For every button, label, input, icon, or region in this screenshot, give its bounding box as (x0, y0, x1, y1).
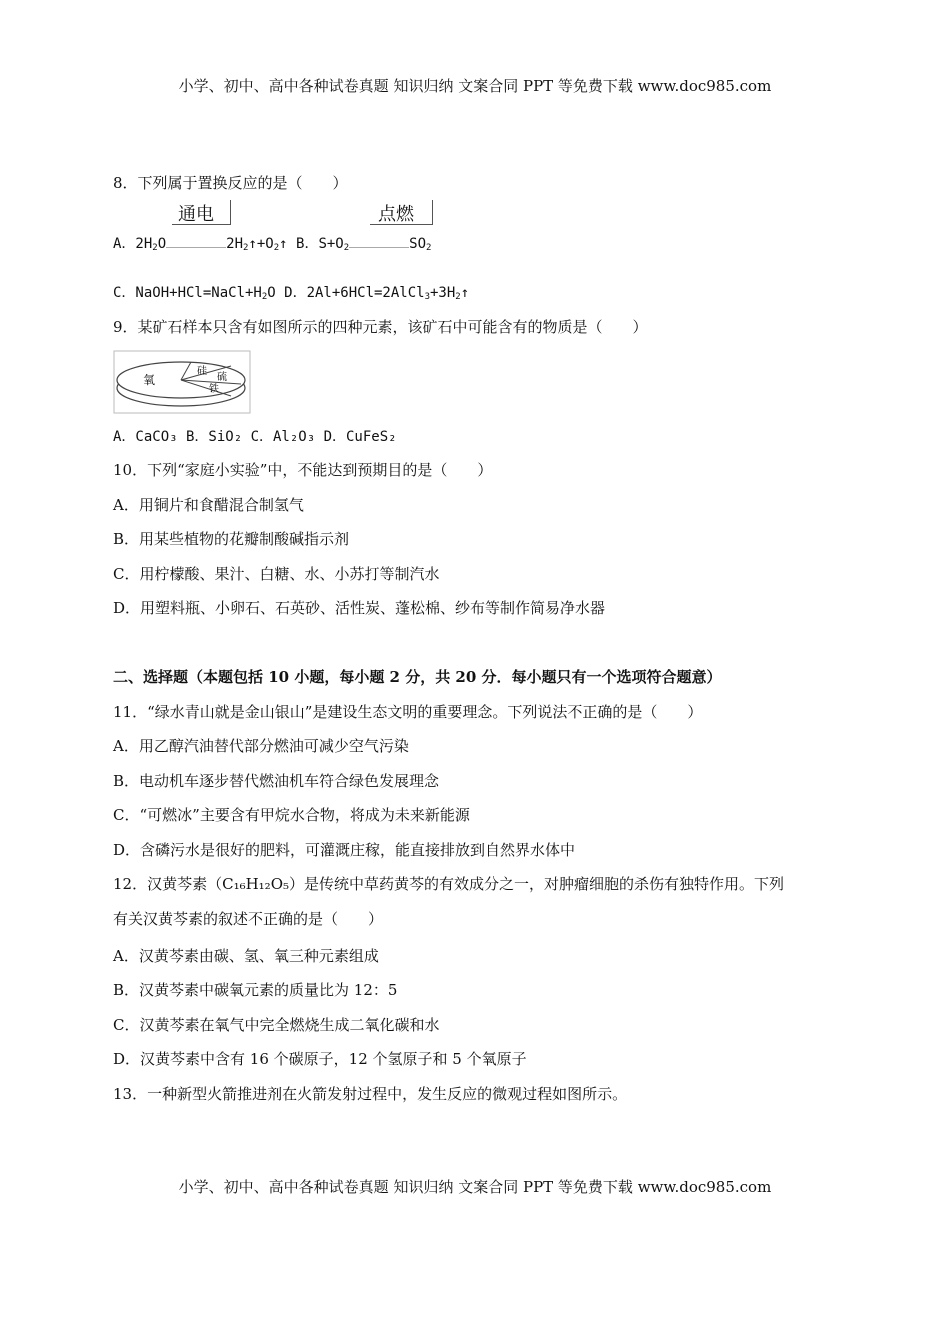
q8-options-cd: C．$NaOH+HCl=NaCl+H_2O$ D．$2Al+6HCl=2AlCl_3+3H_2↑$ (113, 285, 470, 302)
q11-stem: 11．“绿水青山就是金山银山”是建设生态文明的重要理念。下列说法不正确的是（ ） (113, 703, 703, 721)
q8-reaction-line-b (349, 233, 409, 248)
q11-option-a: A．用乙醇汽油替代部分燃油可减少空气污染 (113, 737, 409, 755)
q8-opt-b-end: SO (409, 236, 427, 252)
q12-option-d: D．汉黄芩素中含有 16 个碳原子，12 个氢原子和 5 个氧原子 (113, 1050, 527, 1068)
q10-option-b: B．用某些植物的花瓣制酸碱指示剂 (113, 530, 350, 548)
q11-option-b: B．电动机车逐步替代燃油机车符合绿色发展理念 (113, 772, 440, 790)
q8-opt-c: C．NaOH+HCl=NaCl+H (113, 285, 262, 301)
q8-condition-electrolysis: 通电 (178, 204, 214, 225)
q10-option-a: A．用铜片和食醋混合制氢气 (113, 496, 304, 514)
q8-options-ab: A．$2H_2O$ $2H_2↑+O_2↑$ B．$S+O_2$ $SO_2$ (113, 233, 431, 253)
q12-stem-line2: 有关汉黄芩素的叙述不正确的是（ ） (113, 910, 384, 928)
pie-label-oxygen: 氧 (143, 373, 156, 387)
q8-opt-a-mid: 2H (226, 236, 244, 252)
q8-opt-c-end: O D．2Al+6HCl=2AlCl (267, 285, 425, 301)
q8-opt-a-end: ↑ B．S+O (279, 236, 344, 252)
page-footer: 小学、初中、高中各种试卷真题 知识归纳 文案合同 PPT 等免费下载 www.doc985.com (178, 1178, 772, 1196)
q11-option-d: D．含磷污水是很好的肥料，可灌溉庄稼，能直接排放到自然界水体中 (113, 841, 576, 859)
q10-stem: 10．下列“家庭小实验”中，不能达到预期目的是（ ） (113, 461, 493, 479)
pie-label-sulfur: 硫 (217, 372, 227, 383)
q12-option-a: A．汉黄芩素由碳、氢、氧三种元素组成 (113, 947, 379, 965)
q10-option-c: C．用柠檬酸、果汁、白糖、水、小苏打等制汽水 (113, 565, 440, 583)
q8-condition-bar-a (172, 200, 231, 225)
q12-option-c: C．汉黄芩素在氧气中完全燃烧生成二氧化碳和水 (113, 1016, 440, 1034)
q12-stem-line1: 12．汉黄芩素（C₁₆H₁₂O₅）是传统中草药黄芩的有效成分之一，对肿瘤细胞的杀伤有独特作用。下列 (113, 875, 785, 893)
q9-options: A．CaCO₃ B．SiO₂ C．Al₂O₃ D．CuFeS₂ (113, 429, 397, 445)
q8-opt-d-end: +3H (430, 285, 456, 301)
q8-reaction-line-a (166, 233, 226, 248)
q8-stem: 8．下列属于置换反应的是（ ） (113, 174, 348, 192)
q9-stem: 9．某矿石样本只含有如图所示的四种元素，该矿石中可能含有的物质是（ ） (113, 318, 648, 336)
q9-element-pie-chart (113, 350, 251, 414)
pie-label-iron: 铁 (209, 384, 219, 395)
q11-option-c: C．“可燃冰”主要含有甲烷水合物，将成为未来新能源 (113, 806, 470, 824)
q8-opt-a-post: ↑+O (248, 236, 274, 252)
q8-opt-d-arrow: ↑ (460, 285, 470, 301)
pie-label-silicon: 硅 (197, 366, 207, 377)
q10-option-d: D．用塑料瓶、小卵石、石英砂、活性炭、蓬松棉、纱布等制作简易净水器 (113, 599, 606, 617)
section-2-title: 二、选择题（本题包括 10 小题，每小题 2 分，共 20 分．每小题只有一个选项符合题意） (113, 668, 722, 686)
page-header: 小学、初中、高中各种试卷真题 知识归纳 文案合同 PPT 等免费下载 www.doc985.com (178, 77, 772, 95)
q8-opt-a-pre: A．2H (113, 236, 153, 252)
q8-condition-ignite: 点燃 (378, 204, 414, 225)
q13-stem: 13．一种新型火箭推进剂在火箭发射过程中，发生反应的微观过程如图所示。 (113, 1085, 628, 1103)
q8-condition-bar-b (370, 200, 433, 225)
q12-option-b: B．汉黄芩素中碳氧元素的质量比为 12：5 (113, 981, 398, 999)
